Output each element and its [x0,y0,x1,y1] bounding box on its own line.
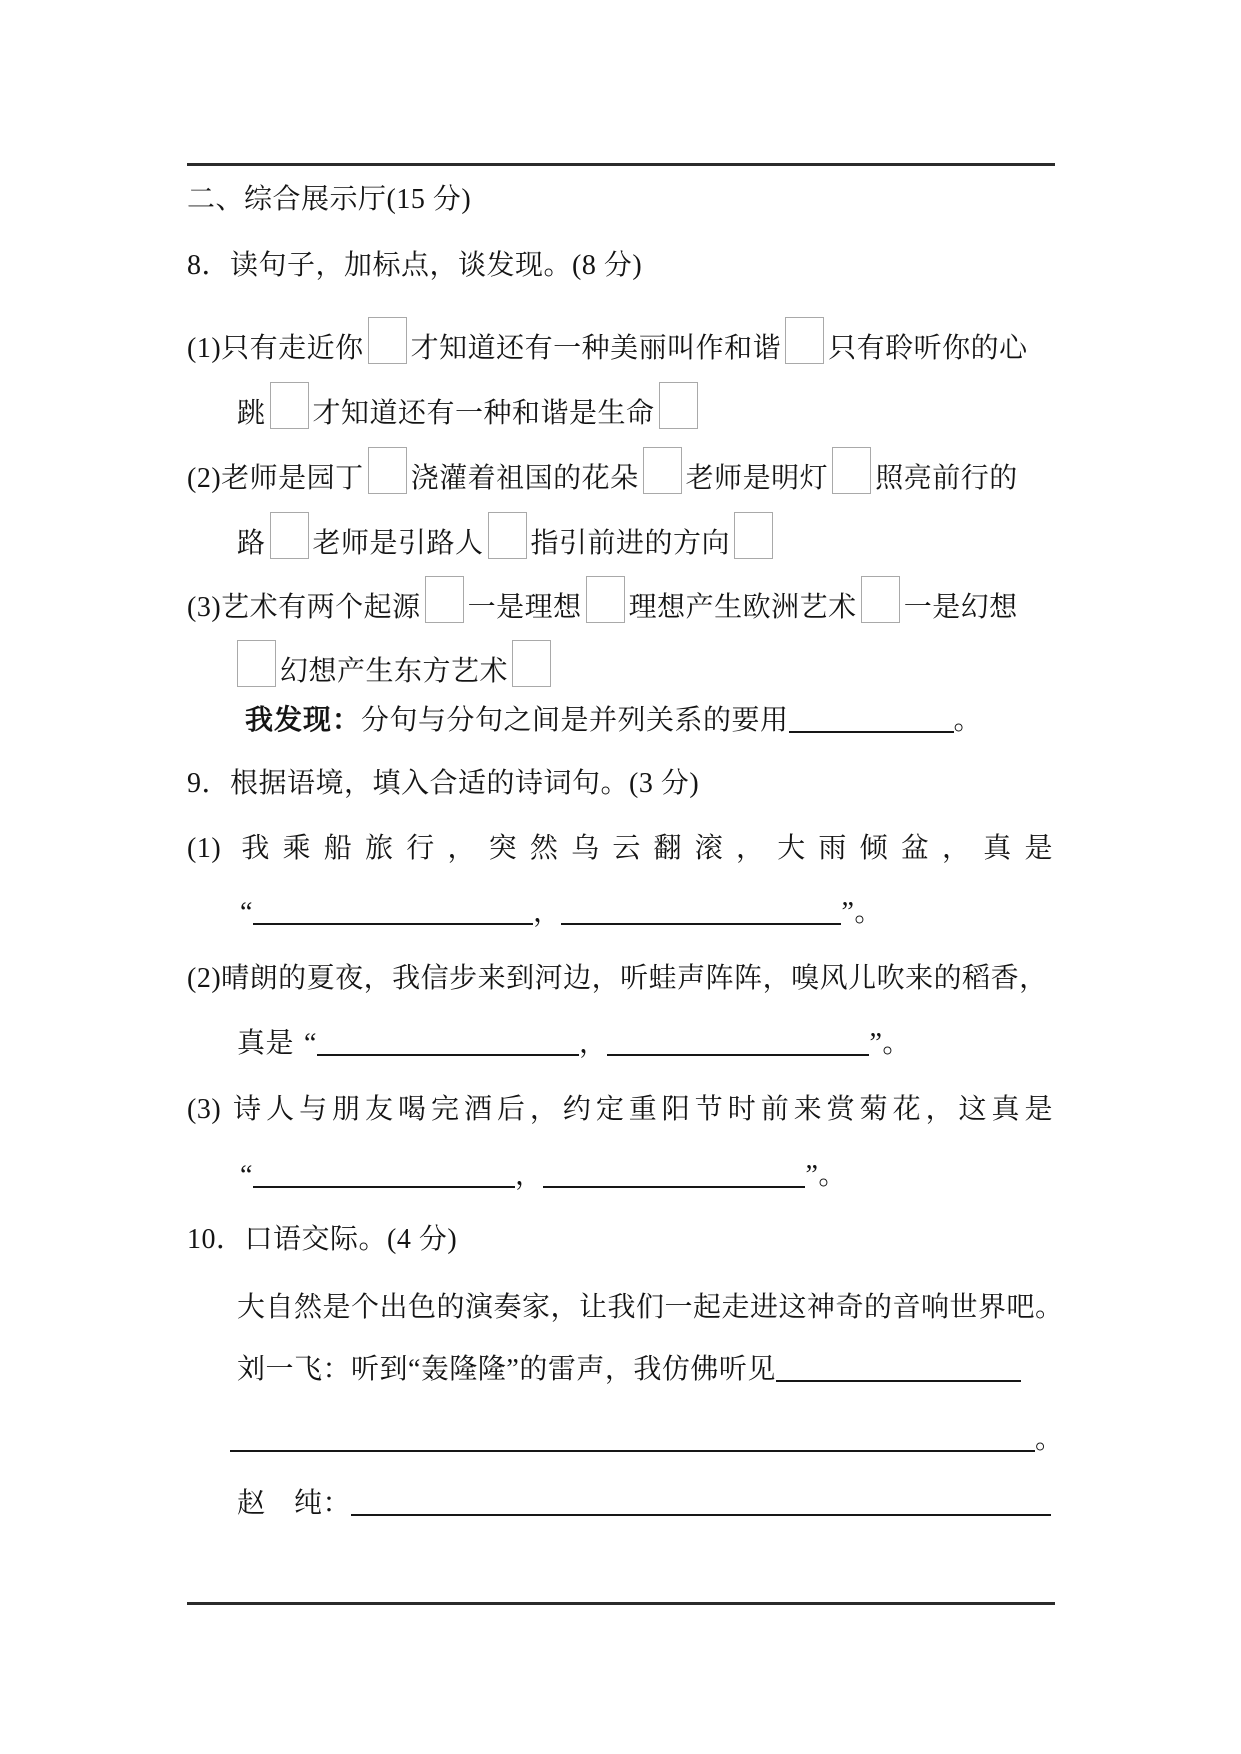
open-quote: “ [240,1160,253,1191]
text-segment: 跳 [237,398,266,429]
q10-title: 10．口语交际。(4 分) [187,1224,458,1255]
text-segment: (3)艺术有两个起源 [187,592,421,623]
q9-item2-text: (2)晴朗的夏夜，我信步来到河边，听蛙声阵阵，嗅风儿吹来的稻香， [187,963,1048,994]
q9-item1-text: (1) 我乘船旅行，突然乌云翻滚，大雨倾盆，真是 [187,833,1053,864]
punctuation-box [832,447,871,494]
answer-blank [776,1375,1021,1382]
text-segment: 指引前进的方向 [530,528,731,559]
text-segment: 浇灌着祖国的花朵 [410,463,639,494]
period: 。 [818,1160,847,1191]
answer-blank [789,726,954,733]
punctuation-box [270,512,309,559]
q10-continuation-line [230,1420,1064,1460]
punctuation-box [659,382,698,429]
close-quote: ” [805,1160,819,1191]
close-quote: ” [869,1028,883,1059]
punctuation-box [270,382,309,429]
text-segment: 路 [237,528,266,559]
answer-blank [351,1509,1051,1516]
q9-item3-answer-line [240,1156,847,1196]
comma: ， [578,1028,608,1059]
answer-blank [253,918,533,925]
text-segment: (1)只有走近你 [187,333,364,364]
q8-item3-line2 [237,640,555,692]
text-segment: 理想产生欧洲艺术 [628,592,857,623]
answer-blank [561,918,841,925]
discovery-label: 我发现： [245,704,362,735]
text-segment: 真是 [237,1028,295,1059]
q8-item2-line2 [237,512,777,564]
q8-item1-line2 [237,382,702,434]
q8-item1-line1 [187,317,1028,369]
q10-speaker1-line [237,1350,1021,1390]
bottom-rule [187,1602,1055,1605]
answer-blank [230,1445,1035,1452]
answer-blank [317,1049,579,1056]
q10-intro: 大自然是个出色的演奏家，让我们一起走进这神奇的音响世界吧。 [237,1292,1064,1323]
text-segment: 一是幻想 [903,592,1018,623]
q9-item2-answer-line [237,1024,911,1064]
text-segment: 。 [953,705,983,736]
punctuation-box [368,447,407,494]
punctuation-box [861,576,900,623]
text-segment: 只有聆听你的心 [828,333,1028,364]
text-segment: 照亮前行的 [875,463,1018,494]
punctuation-box [785,317,824,364]
punctuation-box [512,640,551,687]
q8-title: 8．读句子，加标点，谈发现。(8 分) [187,250,643,281]
text-segment: 刘一飞：听到“轰隆隆”的雷声，我仿佛听见 [237,1354,776,1385]
answer-blank [253,1181,515,1188]
punctuation-box [368,317,407,364]
open-quote: “ [240,897,253,928]
q10-speaker2-line [237,1484,1051,1524]
punctuation-box [643,447,682,494]
q8-item3-line1 [187,576,1018,628]
comma: ， [514,1160,544,1191]
answer-blank [543,1181,805,1188]
top-rule [187,163,1055,166]
open-quote: “ [304,1028,317,1059]
comma: ， [532,897,562,928]
punctuation-box [425,576,464,623]
punctuation-box [734,512,773,559]
punctuation-box [237,640,276,687]
text-segment: 幻想产生东方艺术 [280,656,509,687]
text-segment: 才知道还有一种美丽叫作和谐 [410,333,782,364]
q9-title: 9．根据语境，填入合适的诗词句。(3 分) [187,768,700,799]
q9-item3-text: (3) 诗人与朋友喝完酒后，约定重阳节时前来赏菊花，这真是 [187,1094,1053,1125]
q8-item2-line1 [187,447,1018,499]
q9-item1-answer-line [240,893,883,933]
q8-discovery-line [245,700,982,741]
text-segment: 一是理想 [467,592,582,623]
section-heading: 二、综合展示厅(15 分) [187,184,472,215]
close-quote: ” [841,897,855,928]
text-segment: 老师是明灯 [685,463,829,494]
text-segment: 才知道还有一种和谐是生命 [312,398,655,429]
punctuation-box [586,576,625,623]
period: 。 [882,1028,911,1059]
punctuation-box [488,512,527,559]
answer-blank [607,1049,869,1056]
text-segment: 老师是引路人 [312,528,484,559]
text-segment: 分句与分句之间是并列关系的要用 [361,705,789,736]
speaker-label: 赵 纯： [237,1488,352,1519]
period: 。 [854,897,883,928]
period: 。 [1035,1424,1064,1455]
text-segment: (2)老师是园丁 [187,463,364,494]
